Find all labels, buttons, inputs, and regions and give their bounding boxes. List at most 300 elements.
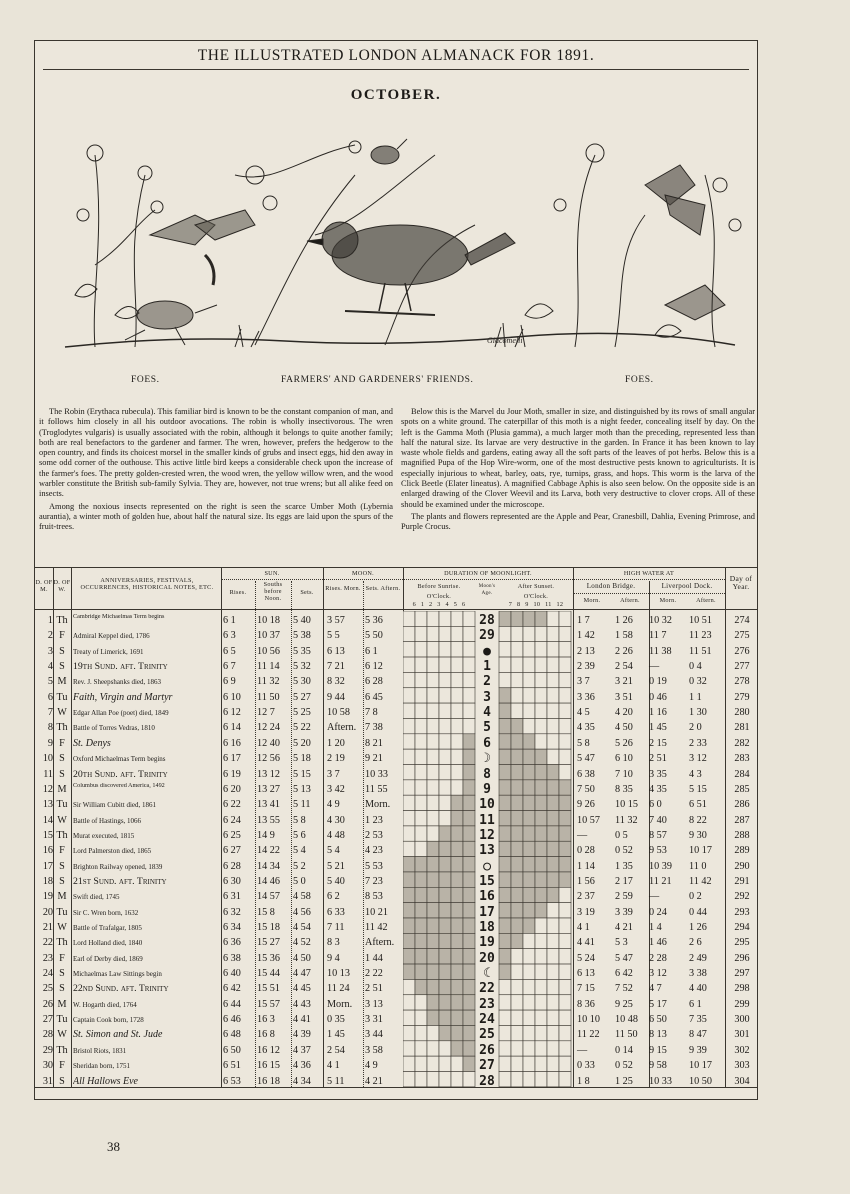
- london-morn: 11 22: [577, 1029, 600, 1041]
- liverpool-aftern: 11 42: [689, 875, 712, 887]
- moon-age: 25: [479, 1027, 495, 1043]
- day-of-year: 298: [734, 983, 750, 995]
- hour-ticks-right: 7 8 9 10 11 12: [508, 601, 564, 608]
- london-aftern: 11 32: [615, 814, 638, 826]
- moon-age: 20: [479, 950, 495, 966]
- table-row: [35, 674, 757, 690]
- liverpool-aftern: 10 17: [689, 1060, 712, 1072]
- sun-souths: 12 24: [257, 722, 280, 734]
- table-row: [35, 767, 757, 783]
- day-of-year: 285: [734, 783, 750, 795]
- london-morn: 1 42: [577, 630, 595, 642]
- london-aftern: 7 52: [615, 983, 633, 995]
- table-row: [35, 644, 757, 660]
- london-aftern: 2 54: [615, 661, 633, 673]
- sun-souths: 10 37: [257, 630, 280, 642]
- paragraph: Among the noxious insects represented on the right is seen the scarce Umber Moth (Lybernia aurantia), a winter moth of golden hue, about half the natural size. Its eggs are laid upon the spurs of the fruit-trees.: [39, 501, 393, 532]
- day-of-week: M: [57, 783, 67, 795]
- day-of-month: 25: [42, 983, 53, 995]
- event-text: Faith, Virgin and Martyr: [73, 691, 173, 703]
- moon-age: 2: [483, 674, 491, 690]
- day-of-week: S: [59, 753, 65, 765]
- col-day-of-week: D. OF W.: [53, 579, 71, 593]
- day-of-year: 299: [734, 998, 750, 1010]
- liverpool-aftern: 0 44: [689, 906, 707, 918]
- london-morn: 8 36: [577, 998, 595, 1010]
- sun-sets: 4 52: [293, 937, 311, 949]
- moon-sets: 6 45: [365, 691, 383, 703]
- london-morn: 7 15: [577, 983, 595, 995]
- london-morn: 7 50: [577, 783, 595, 795]
- moon-age: 24: [479, 1012, 495, 1028]
- sun-rises: 6 25: [223, 829, 241, 841]
- london-aftern: 2 59: [615, 891, 633, 903]
- day-of-year: 297: [734, 968, 750, 980]
- event-text: Lord Holland died, 1840: [73, 939, 143, 948]
- sun-sets: 5 18: [293, 753, 311, 765]
- moon-rises: 10 58: [327, 707, 350, 719]
- day-of-year: 295: [734, 937, 750, 949]
- col-anniversaries: ANNIVERSARIES, FESTIVALS, OCCURRENCES, HISTORICAL NOTES, ETC.: [80, 577, 214, 591]
- sun-souths: 11 32: [257, 676, 280, 688]
- london-aftern: 6 42: [615, 968, 633, 980]
- col-day-of-year: Day of Year.: [729, 574, 753, 591]
- col-london-aftern: Aftern.: [620, 597, 640, 604]
- day-of-week: S: [59, 661, 65, 673]
- event-text: Sir C. Wren born, 1632: [73, 908, 139, 917]
- moon-rises: 5 21: [327, 860, 345, 872]
- day-of-year: 304: [734, 1075, 750, 1087]
- col-liverpool-morn: Morn.: [659, 597, 677, 604]
- london-aftern: 3 39: [615, 906, 633, 918]
- liverpool-morn: 6 0: [649, 799, 662, 811]
- table-row: [35, 1027, 757, 1043]
- moon-rises: 0 35: [327, 1014, 345, 1026]
- event-text: St. Simon and St. Jude: [73, 1029, 163, 1041]
- moon-sets: 7 23: [365, 875, 383, 887]
- event-text: 22nd Sund. aft. Trinity: [73, 983, 169, 995]
- sun-rises: 6 31: [223, 891, 241, 903]
- sun-rises: 6 46: [223, 1014, 241, 1026]
- liverpool-morn: 11 7: [649, 630, 667, 642]
- event-text: Murat executed, 1815: [73, 831, 135, 840]
- sun-souths: 13 27: [257, 783, 280, 795]
- table-row: [35, 874, 757, 890]
- day-of-week: Th: [56, 829, 68, 841]
- liverpool-aftern: 8 22: [689, 814, 707, 826]
- moon-age: 1: [483, 659, 491, 675]
- moon-sets: 2 53: [365, 829, 383, 841]
- event-text: 20th Sund. aft. Trinity: [73, 768, 168, 780]
- event-text: Battle of Hastings, 1066: [73, 816, 142, 825]
- sun-souths: 10 56: [257, 645, 280, 657]
- table-row: [35, 659, 757, 675]
- moon-sets: 11 42: [365, 922, 388, 933]
- table-row: [35, 859, 757, 875]
- liverpool-aftern: 9 30: [689, 829, 707, 841]
- sun-souths: 14 22: [257, 845, 280, 857]
- liverpool-aftern: 5 15: [689, 783, 707, 795]
- london-morn: 1 14: [577, 860, 595, 872]
- table-row: [35, 966, 757, 982]
- sun-rises: 6 24: [223, 814, 241, 826]
- day-of-week: M: [57, 891, 67, 903]
- london-morn: 4 41: [577, 937, 595, 949]
- moon-age: 19: [479, 935, 495, 951]
- day-of-year: 280: [734, 707, 750, 719]
- moon-rises: 3 42: [327, 783, 345, 795]
- sun-souths: 16 18: [257, 1075, 280, 1087]
- moon-sets: 3 44: [365, 1029, 383, 1041]
- moon-rises: 2 54: [327, 1044, 345, 1056]
- col-oclock-right: O'Clock.: [523, 593, 549, 600]
- liverpool-morn: 0 24: [649, 906, 667, 918]
- day-of-week: F: [59, 952, 65, 964]
- sun-sets: 5 40: [293, 615, 311, 626]
- day-of-month: 27: [42, 1014, 53, 1026]
- liverpool-morn: 1 46: [649, 937, 667, 949]
- col-london-morn: Morn.: [583, 597, 601, 604]
- day-of-week: S: [59, 983, 65, 995]
- moon-age: 3: [483, 689, 491, 705]
- day-of-year: 288: [734, 829, 750, 841]
- table-row: [35, 690, 757, 706]
- moon-age: ☽: [483, 751, 491, 767]
- london-aftern: 0 5: [615, 829, 628, 841]
- sun-souths: 13 12: [257, 768, 280, 780]
- table-row: [35, 613, 757, 629]
- london-aftern: 10 48: [615, 1014, 638, 1026]
- london-aftern: 1 25: [615, 1075, 633, 1087]
- sun-rises: 6 20: [223, 783, 241, 795]
- day-of-year: 287: [734, 814, 750, 826]
- moon-age: 26: [479, 1042, 495, 1058]
- liverpool-aftern: 0 4: [689, 661, 702, 673]
- event-text: Cambridge Michaelmas Term begins: [73, 614, 165, 620]
- london-aftern: 7 10: [615, 768, 633, 780]
- table-row: [35, 736, 757, 752]
- sun-souths: 15 36: [257, 952, 280, 964]
- moon-sets: 4 9: [365, 1060, 378, 1072]
- moon-sets: 7 38: [365, 722, 383, 734]
- sun-sets: 5 38: [293, 630, 311, 642]
- col-london-bridge: London Bridge.: [586, 582, 636, 590]
- london-morn: —: [577, 829, 588, 841]
- table-row: [35, 782, 757, 798]
- moon-sets: 6 1: [365, 645, 378, 657]
- moon-rises: 9 4: [327, 952, 340, 964]
- day-of-month: 24: [42, 968, 53, 980]
- day-of-week: W: [57, 814, 67, 826]
- sun-souths: 15 8: [257, 906, 275, 918]
- paragraph: The Robin (Erythaca rubecula). This familiar bird is known to be the constant companion of man, and it follows him closely in all his outdoor avocations. The robin is wholly insectivorous. The wren (Troglodytes vulgaris) is usually associated with the robin, although it belongs to quite another family; both are real benefactors to the gardener and farmer. The wren, however, prefers the hedgerow to the open country, and finds its choicest morsel in the smaller kinds of grubs and insect eggs, hid den away in some odd corner of the outhouse. This active little bird keeps a considerable check upon the increase of the farmer's foes. The pretty golden-crested wren, the wood wren, the yellow willow wren, and the wood warbler constitute the British sub-family Sylvia. They are, however, not true wrens; but all alike feed on insects.: [39, 407, 393, 499]
- sun-souths: 15 18: [257, 922, 280, 933]
- liverpool-morn: 7 40: [649, 814, 667, 826]
- sun-souths: 13 41: [257, 799, 280, 811]
- sun-sets: 5 20: [293, 737, 311, 749]
- moon-age: 8: [483, 766, 491, 782]
- sun-souths: 14 9: [257, 829, 275, 841]
- day-of-year: 294: [734, 922, 750, 933]
- liverpool-morn: 10 32: [649, 615, 672, 626]
- moon-age: 11: [479, 812, 495, 828]
- moon-sets: Morn.: [365, 799, 391, 811]
- london-morn: 10 57: [577, 814, 600, 826]
- london-aftern: 3 51: [615, 691, 633, 703]
- liverpool-morn: 2 28: [649, 952, 667, 964]
- sun-souths: 16 3: [257, 1014, 275, 1026]
- moon-sets: 6 12: [365, 661, 383, 673]
- table-row: [35, 720, 757, 736]
- day-of-week: S: [59, 1075, 65, 1087]
- sun-sets: 5 11: [293, 799, 311, 811]
- moon-age: ☾: [483, 966, 491, 982]
- day-of-year: 284: [734, 768, 750, 780]
- sun-sets: 5 13: [293, 783, 311, 795]
- day-of-year: 300: [734, 1014, 750, 1026]
- table-row: [35, 935, 757, 951]
- liverpool-aftern: 9 39: [689, 1044, 707, 1056]
- london-aftern: 0 52: [615, 1060, 633, 1072]
- london-morn: 1 7: [577, 615, 590, 626]
- day-of-month: 21: [42, 922, 53, 933]
- sun-sets: 4 36: [293, 1060, 311, 1072]
- liverpool-aftern: 4 3: [689, 768, 702, 780]
- event-text: St. Denys: [73, 737, 111, 749]
- sun-sets: 5 6: [293, 829, 306, 841]
- london-morn: 5 47: [577, 753, 595, 765]
- london-morn: 10 10: [577, 1014, 600, 1026]
- liverpool-morn: 2 51: [649, 753, 667, 765]
- liverpool-aftern: 1 26: [689, 922, 707, 933]
- liverpool-morn: —: [649, 661, 660, 673]
- hour-ticks-left: 6 1 2 3 4 5 6: [412, 601, 466, 608]
- day-of-month: 11: [43, 768, 53, 780]
- day-of-month: 1: [47, 615, 53, 626]
- london-aftern: 1 58: [615, 630, 633, 642]
- event-text: Sheridan born, 1751: [73, 1062, 130, 1071]
- table-row: [35, 951, 757, 967]
- liverpool-morn: 0 19: [649, 676, 667, 688]
- day-of-month: 12: [42, 783, 53, 795]
- moon-sets: 3 31: [365, 1014, 383, 1026]
- moon-rises: 3 7: [327, 768, 340, 780]
- sun-sets: 5 32: [293, 661, 311, 673]
- liverpool-aftern: 11 23: [689, 630, 712, 642]
- moon-rises: 10 13: [327, 968, 350, 980]
- table-row: [35, 1074, 757, 1090]
- moon-rises: 4 48: [327, 829, 345, 841]
- page-header: THE ILLUSTRATED LONDON ALMANACK FOR 1891.: [197, 47, 595, 64]
- col-sun-rises: Rises.: [229, 589, 247, 596]
- day-of-year: 279: [734, 691, 750, 703]
- month-title: OCTOBER.: [350, 87, 442, 103]
- day-of-month: 9: [47, 737, 53, 749]
- table-row: [35, 813, 757, 829]
- moon-sets: 5 53: [365, 860, 383, 872]
- table-row: [35, 705, 757, 721]
- liverpool-morn: 8 57: [649, 829, 667, 841]
- sun-sets: 4 56: [293, 906, 311, 918]
- sun-souths: 15 44: [257, 968, 280, 980]
- moon-age: 9: [483, 781, 491, 797]
- sun-souths: 14 46: [257, 875, 280, 887]
- sun-sets: 5 30: [293, 676, 311, 688]
- liverpool-morn: 11 38: [649, 645, 672, 657]
- sun-souths: 15 51: [257, 983, 280, 995]
- col-after-sunset: After Sunset.: [517, 583, 555, 590]
- liverpool-morn: —: [649, 891, 660, 903]
- liverpool-morn: 2 15: [649, 737, 667, 749]
- sun-rises: 6 40: [223, 968, 241, 980]
- moon-rises: 3 57: [327, 615, 345, 626]
- london-morn: 0 33: [577, 1060, 595, 1072]
- sun-souths: 14 34: [257, 860, 280, 872]
- moon-age: ●: [483, 643, 491, 659]
- sun-rises: 6 16: [223, 737, 241, 749]
- liverpool-aftern: 10 17: [689, 845, 712, 857]
- sun-rises: 6 50: [223, 1044, 241, 1056]
- london-aftern: 1 35: [615, 860, 633, 872]
- sun-rises: 6 32: [223, 906, 241, 918]
- liverpool-aftern: 10 51: [689, 615, 712, 626]
- moon-sets: 3 13: [365, 998, 383, 1010]
- liverpool-aftern: 3 38: [689, 968, 707, 980]
- liverpool-aftern: 7 35: [689, 1014, 707, 1026]
- sun-souths: 15 57: [257, 998, 280, 1010]
- caption-foes-left: FOES.: [131, 375, 160, 385]
- moon-rises: 5 5: [327, 630, 340, 642]
- day-of-year: 302: [734, 1044, 750, 1056]
- day-of-week: W: [57, 707, 67, 719]
- london-aftern: 2 17: [615, 875, 633, 887]
- day-of-week: M: [57, 998, 67, 1010]
- moon-sets: 5 50: [365, 630, 383, 642]
- moon-rises: Morn.: [327, 998, 353, 1010]
- london-morn: 3 19: [577, 906, 595, 918]
- moon-age: 22: [479, 981, 495, 997]
- day-of-year: 296: [734, 952, 750, 964]
- london-aftern: 4 20: [615, 707, 633, 719]
- col-moon-sets: Sets. Aftern.: [365, 585, 401, 592]
- day-of-week: F: [59, 737, 65, 749]
- day-of-year: 282: [734, 737, 750, 749]
- moon-sets: 4 23: [365, 845, 383, 857]
- col-liverpool-dock: Liverpool Dock.: [661, 582, 713, 590]
- liverpool-aftern: 11 0: [689, 860, 707, 872]
- sun-souths: 12 40: [257, 737, 280, 749]
- table-row: [35, 751, 757, 767]
- day-of-month: 3: [47, 645, 53, 657]
- day-of-month: 30: [42, 1060, 53, 1072]
- liverpool-aftern: 11 51: [689, 645, 712, 657]
- day-of-month: 26: [42, 998, 53, 1010]
- london-morn: 0 28: [577, 845, 595, 857]
- sun-sets: 4 50: [293, 952, 311, 964]
- london-aftern: 5 3: [615, 937, 628, 949]
- london-aftern: 5 26: [615, 737, 633, 749]
- london-morn: 1 8: [577, 1075, 590, 1087]
- sun-rises: 6 17: [223, 753, 241, 765]
- sun-rises: 6 10: [223, 691, 241, 703]
- caption-friends: FARMERS' AND GARDENERS' FRIENDS.: [281, 375, 474, 385]
- day-of-week: S: [59, 875, 65, 887]
- sun-sets: 5 15: [293, 768, 311, 780]
- moon-age: 18: [479, 920, 495, 935]
- sun-sets: 5 2: [293, 860, 306, 872]
- moon-sets: 3 58: [365, 1044, 383, 1056]
- table-row: [35, 828, 757, 844]
- liverpool-morn: 10 33: [649, 1075, 672, 1087]
- sun-rises: 6 51: [223, 1060, 241, 1072]
- moon-age: 28: [479, 613, 495, 628]
- table-row: [35, 889, 757, 905]
- sun-sets: 5 8: [293, 814, 306, 826]
- day-of-month: 28: [42, 1029, 53, 1041]
- table-row: [35, 1012, 757, 1028]
- sun-souths: 16 12: [257, 1044, 280, 1056]
- sun-sets: 5 22: [293, 722, 311, 734]
- london-aftern: 3 21: [615, 676, 633, 688]
- sun-rises: 6 53: [223, 1075, 241, 1087]
- day-of-month: 6: [47, 691, 53, 703]
- day-of-week: S: [59, 768, 65, 780]
- liverpool-morn: 4 35: [649, 783, 667, 795]
- moon-rises: 1 20: [327, 737, 345, 749]
- day-of-week: Tu: [56, 799, 68, 811]
- day-of-week: Th: [56, 722, 68, 734]
- sun-rises: 6 3: [223, 630, 236, 642]
- day-of-week: F: [59, 845, 65, 857]
- moon-sets: 10 33: [365, 768, 388, 780]
- london-morn: 4 5: [577, 707, 590, 719]
- moon-rises: 4 9: [327, 799, 340, 811]
- event-text: Rev. J. Sheepshanks died, 1863: [73, 678, 162, 687]
- moon-rises: 11 24: [327, 983, 350, 995]
- liverpool-morn: 8 13: [649, 1029, 667, 1041]
- sun-rises: 6 9: [223, 676, 236, 688]
- liverpool-morn: 9 58: [649, 1060, 667, 1072]
- moon-sets: 2 22: [365, 968, 383, 980]
- sun-rises: 6 44: [223, 998, 241, 1010]
- sun-souths: 11 14: [257, 661, 280, 673]
- liverpool-morn: 5 17: [649, 998, 667, 1010]
- day-of-week: S: [59, 860, 65, 872]
- day-of-year: 283: [734, 753, 750, 765]
- sun-sets: 4 39: [293, 1029, 311, 1041]
- moon-age: 10: [479, 797, 495, 813]
- sun-rises: 6 38: [223, 952, 241, 964]
- london-aftern: 8 35: [615, 783, 633, 795]
- col-moonlight: DURATION OF MOONLIGHT.: [444, 570, 532, 577]
- table-row: [35, 628, 757, 644]
- liverpool-morn: 9 15: [649, 1044, 667, 1056]
- table-row: [35, 797, 757, 813]
- moon-sets: 9 21: [365, 753, 383, 765]
- paragraph: Below this is the Marvel du Jour Moth, smaller in size, and distinguished by its rows of small angular spots on a white ground. The caterpillar of this moth is a night feeder, concealing itself by day. On the left is the Gamma Moth (Plusia gamma), a much larger moth than the preceding, represented less than half the natural size. Its larvae are very destructive in the garden. In France it has been known to lay waste whole fields and gardens, eating away all the soft parts of the leaves of pot herbs. Below this is a magnified Pupa of the Hop Wire-worm, one of the most destructive pests known to agriculturists. It is especially injurious to wheat, barley, oats, rye, turnips, grass, and hops. This worm is the larva of the Click Beetle (Elater lineatus). A magnified Cabbage Aphis is also seen below. On the opposite side is an enlarged drawing of the Clover Weevil and its Larva, both very destructive to clover crops. All of these should be examined under the microscope.: [401, 407, 755, 509]
- day-of-month: 15: [42, 829, 53, 841]
- moon-rises: 5 4: [327, 845, 340, 857]
- sun-souths: 13 55: [257, 814, 280, 826]
- moon-age: 23: [479, 996, 495, 1012]
- day-of-week: S: [59, 645, 65, 657]
- sun-rises: 6 30: [223, 875, 241, 887]
- illustration-signature: Giacomelli: [487, 336, 523, 345]
- day-of-year: 292: [734, 891, 750, 903]
- day-of-year: 290: [734, 860, 750, 872]
- london-morn: 5 24: [577, 952, 595, 964]
- liverpool-aftern: 2 0: [689, 722, 702, 734]
